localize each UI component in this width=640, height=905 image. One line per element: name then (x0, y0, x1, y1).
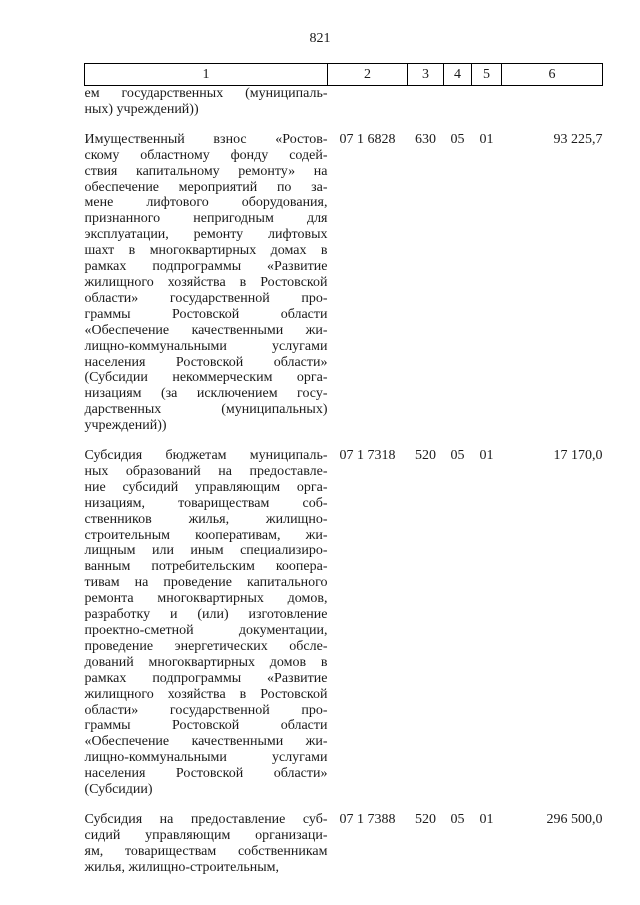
subsection-cell: 01 (479, 811, 494, 827)
subsection-cell: 01 (479, 131, 494, 147)
description-line: признанного непригодным для (84, 211, 328, 227)
amount-cell: 93 225,7 (553, 131, 603, 147)
description-line: лищно-коммунальными услугами (84, 338, 328, 354)
description-line: жилья, жилищно-строительным, (84, 859, 280, 875)
row-spacer (85, 118, 603, 132)
expense-type-cell: 520 (415, 811, 436, 827)
description-line: (Субсидии некоммерческим орга- (84, 370, 328, 386)
description-line: проектно-сметной документации, (84, 623, 328, 638)
description-line: шахт в многоквартирных домах в (84, 243, 328, 259)
description-line: ных) учреждений)) (84, 101, 199, 117)
description-line: сидий управляющим организаци- (84, 827, 328, 843)
budget-table (84, 63, 603, 876)
subsection-cell (472, 86, 502, 118)
description-line: разработку и (или) изготовление (84, 607, 328, 623)
description-line: ных образований на предоставле- (84, 463, 328, 479)
description-cell (85, 86, 328, 118)
table-row (85, 132, 603, 434)
row-spacer-cell (85, 118, 603, 132)
table-row (85, 812, 603, 876)
section-cell: 05 (450, 811, 465, 827)
section-cell: 05 (450, 448, 465, 464)
description-line: рамках подпрограммы «Развитие (84, 670, 328, 686)
description-line: области» государственной про- (84, 702, 328, 718)
page-number: 821 (309, 31, 331, 46)
column-header: 3 (408, 64, 444, 86)
expense-type-cell: 630 (415, 131, 436, 147)
description-line: Имущественный взнос «Ростов- (84, 131, 328, 147)
description-line: Субсидия бюджетам муниципаль- (84, 448, 328, 464)
column-number-header (85, 64, 603, 86)
target-code-cell: 07 1 7318 (339, 448, 396, 464)
description-line: Субсидия на предоставление суб- (84, 811, 328, 827)
description-line: населения Ростовской области» (84, 354, 328, 370)
description-line: области» государственной про- (84, 290, 328, 306)
description-line: жилищного хозяйства в Ростовской (84, 274, 328, 290)
column-header: 4 (444, 64, 472, 86)
description-cell (85, 132, 328, 434)
description-line: рамках подпрограммы «Развитие (84, 259, 328, 275)
description-line: «Обеспечение качественными жи- (84, 734, 328, 750)
description-line: строительным кооперативам, жи- (84, 527, 328, 543)
description-line: ванным потребительским коопера- (84, 559, 328, 575)
description-line: тивам на проведение капитального (84, 575, 328, 591)
amount-cell: 296 500,0 (546, 811, 603, 827)
section-cell: 05 (450, 131, 465, 147)
expense-type-cell (408, 86, 444, 118)
description-line: «Обеспечение качественными жи- (84, 322, 328, 338)
description-line: ственников жилья, жилищно- (84, 511, 328, 527)
description-line: проведение энергетических обсле- (84, 638, 328, 654)
target-code-cell: 07 1 6828 (339, 131, 396, 147)
description-line: дований многоквартирных домов в (84, 654, 328, 670)
description-line: учреждений)) (84, 418, 167, 434)
description-line: дарственных (муниципальных) (84, 402, 328, 418)
description-line: граммы Ростовской области (84, 718, 328, 734)
description-line: ям, товариществам собственникам (84, 843, 328, 859)
target-code-cell (328, 86, 408, 118)
column-header: 6 (502, 64, 603, 86)
row-spacer (85, 798, 603, 812)
description-cell (85, 812, 328, 876)
description-line: обеспечение мероприятий по за- (84, 179, 328, 195)
subsection-cell: 01 (479, 448, 494, 464)
description-line: ем государственных (муниципаль- (84, 86, 328, 101)
expense-type-cell: 520 (415, 448, 436, 464)
row-spacer-cell (85, 798, 603, 812)
description-line: низациям (за исключением госу- (84, 386, 328, 402)
description-line: населения Ростовской области» (84, 766, 328, 782)
amount-cell (502, 86, 603, 118)
column-header: 1 (85, 64, 328, 86)
description-line: лищным или иным специализиро- (84, 543, 328, 559)
section-cell (444, 86, 472, 118)
description-line: жилищного хозяйства в Ростовской (84, 686, 328, 702)
column-header: 2 (328, 64, 408, 86)
description-line: низациям, товариществам соб- (84, 495, 328, 511)
row-spacer (85, 434, 603, 448)
table-body (85, 86, 603, 876)
description-line: мене лифтового оборудования, (84, 195, 328, 211)
row-spacer-cell (85, 434, 603, 448)
table-row (85, 86, 603, 118)
description-cell (85, 448, 328, 798)
description-line: ремонта многоквартирных домов, (84, 591, 328, 607)
description-line: лищно-коммунальными услугами (84, 750, 328, 766)
description-line: ствия капитальному ремонту» на (84, 163, 328, 179)
description-line: граммы Ростовской области (84, 306, 328, 322)
target-code-cell: 07 1 7388 (339, 811, 396, 827)
column-header: 5 (472, 64, 502, 86)
description-line: эксплуатации, ремонту лифтовых (84, 227, 328, 243)
description-line: скому областному фонду содей- (84, 147, 328, 163)
description-line: (Субсидии) (84, 782, 153, 798)
description-line: ние субсидий управляющим орга- (84, 479, 328, 495)
table-row (85, 448, 603, 798)
amount-cell: 17 170,0 (553, 448, 603, 464)
